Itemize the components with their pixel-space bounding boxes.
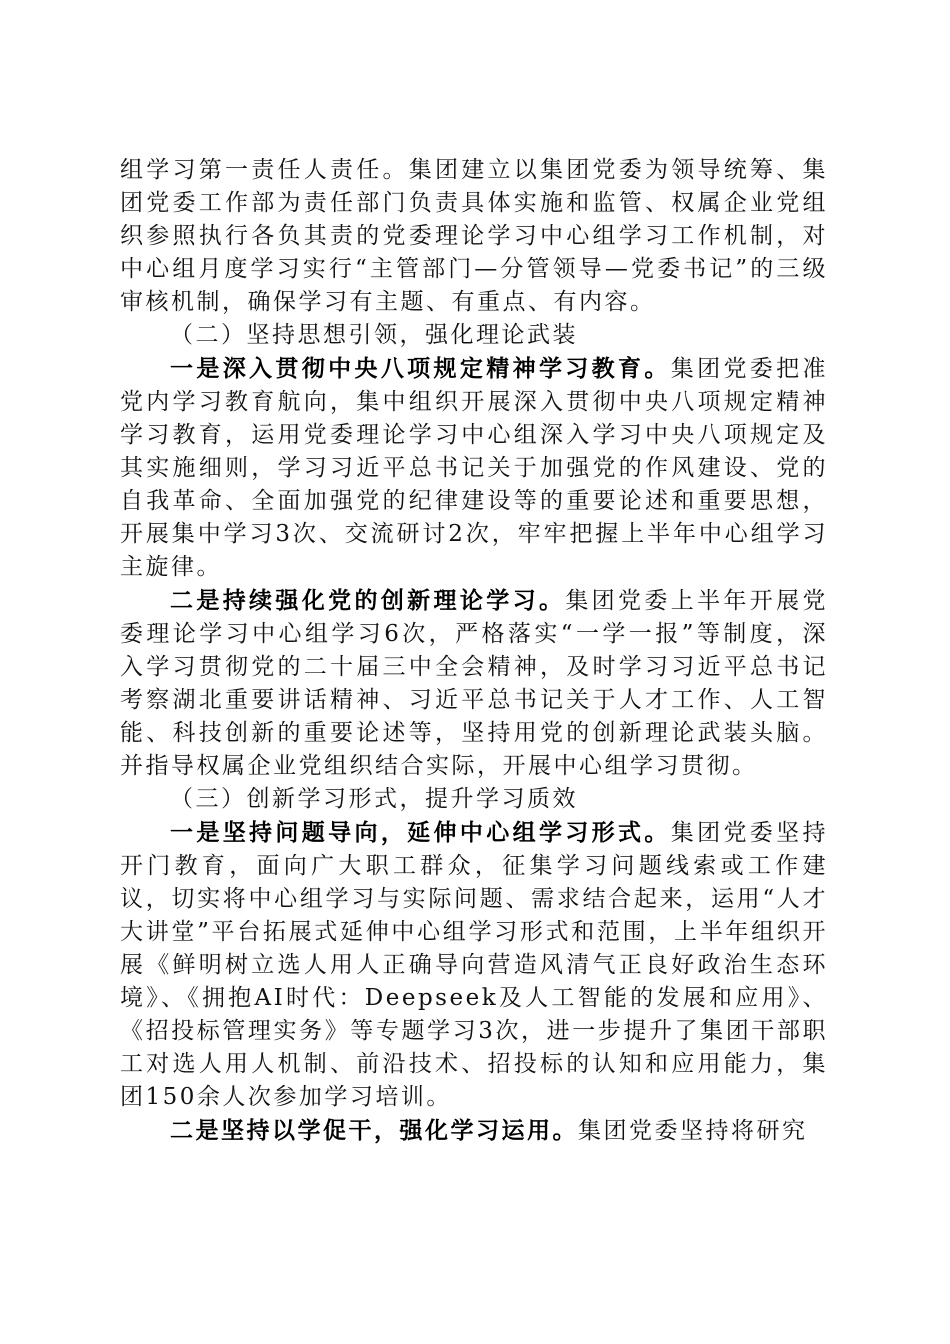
paragraph-learn-to-practice xyxy=(120,1114,828,1148)
paragraph-lead: 二是持续强化党的创新理论学习。 xyxy=(170,587,566,614)
paragraph-responsibility-mechanism xyxy=(120,154,828,319)
paragraph-lead: 二是坚持以学促干，强化学习运用。 xyxy=(170,1117,578,1144)
section-heading-two: （二）坚持思想引领，强化理论武装 xyxy=(170,322,578,348)
paragraph-lead: 一是深入贯彻中央八项规定精神学习教育。 xyxy=(170,355,671,382)
paragraph-lead: 一是坚持问题导向，延伸中心组学习形式。 xyxy=(170,819,671,846)
paragraph-problem-oriented xyxy=(120,816,828,1114)
paragraph-innovative-theory xyxy=(120,584,828,783)
paragraph-text: 集团党委上半年开展党委理论学习中心组学习6次，严格落实“一学一报”等制度，深入学习贯彻党的二十届三中全会精神，及时学习习近平总书记考察湖北重要讲话精神、习近平总书记关于人才工作、人工智能、科技创新的重要论述等，坚持用党的创新理论武装头脑。并指导权属企业党组织结合实际，开展中心组学习贯彻。 xyxy=(120,588,829,779)
paragraph-text: 集团党委把准党内学习教育航向，集中组织开展深入贯彻中央八项规定精神学习教育，运用党委理论学习中心组深入学习中央八项规定及其实施细则，学习习近平总书记关于加强党的作风建设、党的自我革命、全面加强党的纪律建设等的重要论述和重要思想，开展集中学习3次、交流研讨2次，牢牢把握上半年中心组学习主旋律。 xyxy=(120,356,829,580)
paragraph-text: 集团党委坚持开门教育，面向广大职工群众，征集学习问题线索或工作建议，切实将中心组学习与实际问题、需求结合起来，运用“人才大讲堂”平台拓展式延伸中心组学习形式和范围，上半年组织开展《鲜明树立选人用人正确导向营造风清气正良好政治生态环境》、《拥抱AI时代：Deepseek及人工智能的发展和应用》、《招投标管理实务》等专题学习3次，进一步提升了集团干部职工对选人用人机制、前沿技术、招投标的认知和应用能力，集团150余人次参加学习培训。 xyxy=(120,820,829,1110)
document-body xyxy=(120,154,828,1148)
paragraph-text: 集团党委坚持将研究 xyxy=(578,1118,808,1144)
paragraph-eight-regulations xyxy=(120,352,828,584)
section-heading-three: （三）创新学习形式，提升学习质效 xyxy=(170,786,578,812)
paragraph-text: 组学习第一责任人责任。集团建立以集团党委为领导统筹、集团党委工作部为责任部门负责具体实施和监管、权属企业党组织参照执行各负其责的党委理论学习中心组学习工作机制，对中心组月度学习实行“主管部门—分管领导—党委书记”的三级审核机制，确保学习有主题、有重点、有内容。 xyxy=(120,157,828,315)
